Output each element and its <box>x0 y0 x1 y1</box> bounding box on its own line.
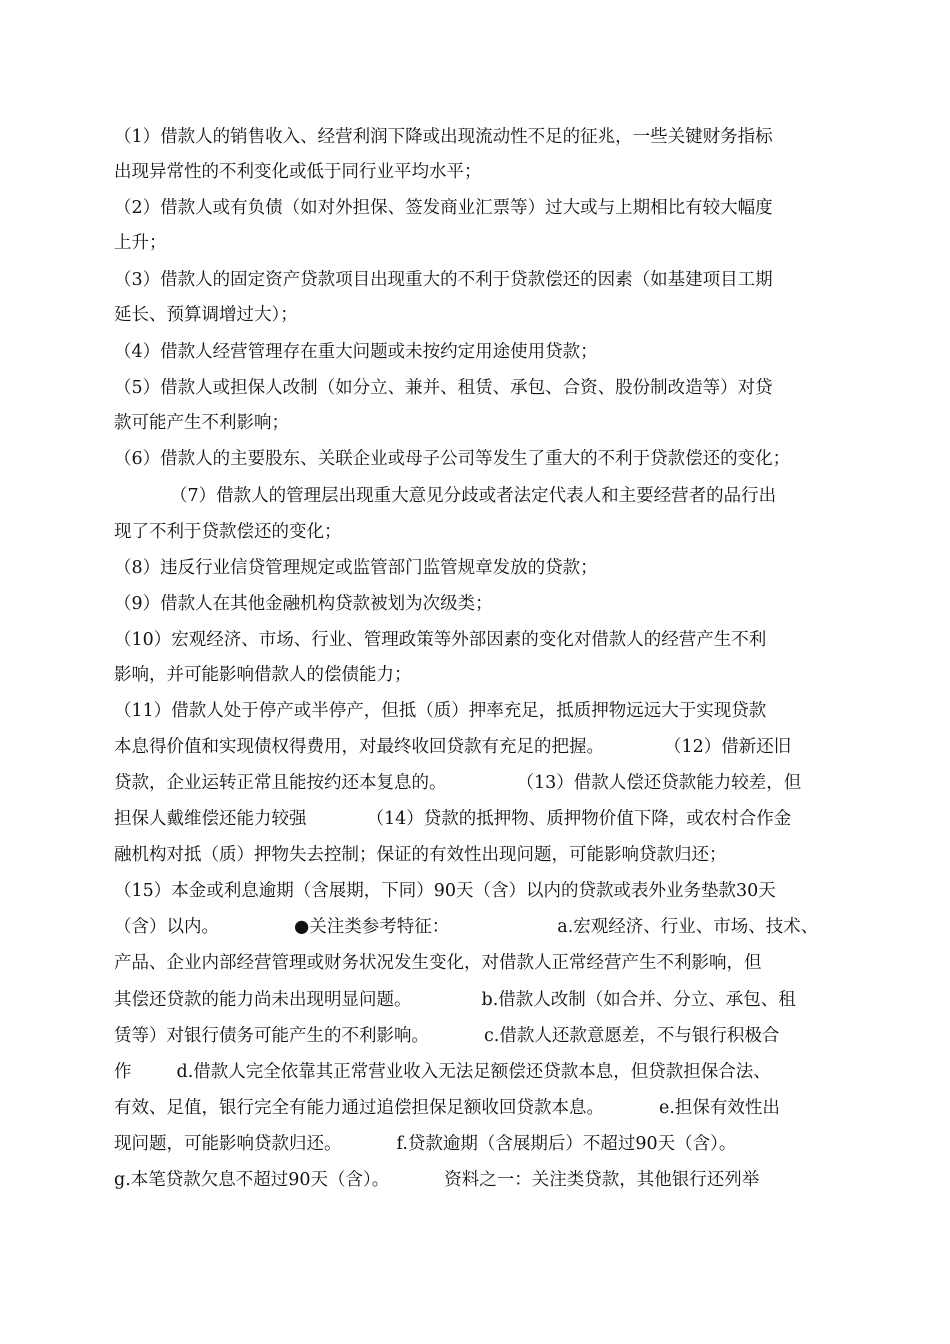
text-segment: g.本笔贷款欠息不超过90天（含）。 <box>114 1170 390 1190</box>
text-segment: c.借款人还款意愿差，不与银行积极合 <box>484 1026 780 1046</box>
text-line: （2）借款人或有负债（如对外担保、签发商业汇票等）过大或与上期相比有较大幅度 <box>114 198 773 218</box>
text-segment: 担保人戴维偿还能力较强 <box>114 809 307 829</box>
text-line <box>114 771 844 795</box>
text-line <box>114 1024 844 1048</box>
text-segment: 有效、足值，银行完全有能力通过追偿担保足额收回贷款本息。 <box>114 1098 604 1118</box>
text-line <box>114 988 844 1012</box>
text-line: 款可能产生不利影响； <box>114 413 289 433</box>
text-line: 延长、预算调增过大）； <box>114 305 298 325</box>
text-line: 现了不利于贷款偿还的变化； <box>114 522 342 542</box>
text-line <box>114 1132 844 1156</box>
text-segment: 赁等）对银行债务可能产生的不利影响。 <box>114 1026 429 1046</box>
text-segment: d.借款人完全依靠其正常营业收入无法足额偿还贷款本息，但贷款担保合法、 <box>176 1062 771 1082</box>
text-segment: 作 <box>114 1062 132 1082</box>
text-line: 影响，并可能影响借款人的偿债能力； <box>114 665 412 685</box>
text-line: （7）借款人的管理层出现重大意见分歧或者法定代表人和主要经营者的品行出 <box>170 486 777 506</box>
text-segment: ●关注类参考特征： <box>294 917 450 937</box>
text-segment: （14）贷款的抵押物、质押物价值下降，或农村合作金 <box>366 809 792 829</box>
text-line <box>114 807 844 831</box>
text-line: （4）借款人经营管理存在重大问题或未按约定用途使用贷款； <box>114 342 598 362</box>
text-segment: e.担保有效性出 <box>659 1098 780 1118</box>
text-line: （11）借款人处于停产或半停产，但抵（质）押率充足，抵质押物远远大于实现贷款 <box>114 701 767 721</box>
text-segment: （含）以内。 <box>114 917 219 937</box>
text-line <box>114 1060 844 1084</box>
text-line: （5）借款人或担保人改制（如分立、兼并、租赁、承包、合资、股份制改造等）对贷 <box>114 378 773 398</box>
text-segment: a.宏观经济、行业、市场、技术、 <box>557 917 819 937</box>
text-segment: （12）借新还旧 <box>664 737 792 757</box>
text-segment: 贷款，企业运转正常且能按约还本复息的。 <box>114 773 447 793</box>
text-segment: 现问题，可能影响贷款归还。 <box>114 1134 342 1154</box>
text-line: （9）借款人在其他金融机构贷款被划为次级类； <box>114 594 493 614</box>
text-line: （1）借款人的销售收入、经营利润下降或出现流动性不足的征兆，一些关键财务指标 <box>114 127 773 147</box>
text-line <box>114 1096 844 1120</box>
text-segment: 其偿还贷款的能力尚未出现明显问题。 <box>114 990 412 1010</box>
text-line: 产品、企业内部经营管理或财务状况发生变化，对借款人正常经营产生不利影响，但 <box>114 953 762 973</box>
text-line: （8）违反行业信贷管理规定或监管部门监管规章发放的贷款； <box>114 558 598 578</box>
text-line: （6）借款人的主要股东、关联企业或母子公司等发生了重大的不利于贷款偿还的变化； <box>114 449 791 469</box>
text-line <box>114 915 844 939</box>
text-line: 出现异常性的不利变化或低于同行业平均水平； <box>114 162 482 182</box>
text-segment: 本息得价值和实现债权得费用，对最终收回贷款有充足的把握。 <box>114 737 604 757</box>
text-line <box>114 1168 844 1192</box>
text-line: 融机构对抵（质）押物失去控制；保证的有效性出现问题，可能影响贷款归还； <box>114 845 727 865</box>
text-segment: 资料之一：关注类贷款，其他银行还列举 <box>444 1170 760 1190</box>
text-line <box>114 735 844 759</box>
text-line: （15）本金或利息逾期（含展期，下同）90天（含）以内的贷款或表外业务垫款30天 <box>114 881 776 901</box>
text-segment: （13）借款人偿还贷款能力较差，但 <box>516 773 802 793</box>
text-line: 上升； <box>114 233 167 253</box>
text-line: （10）宏观经济、市场、行业、管理政策等外部因素的变化对借款人的经营产生不利 <box>114 630 767 650</box>
text-segment: f.贷款逾期（含展期后）不超过90天（含）。 <box>396 1134 737 1154</box>
text-line: （3）借款人的固定资产贷款项目出现重大的不利于贷款偿还的因素（如基建项目工期 <box>114 270 773 290</box>
text-segment: b.借款人改制（如合并、分立、承包、租 <box>481 990 796 1010</box>
